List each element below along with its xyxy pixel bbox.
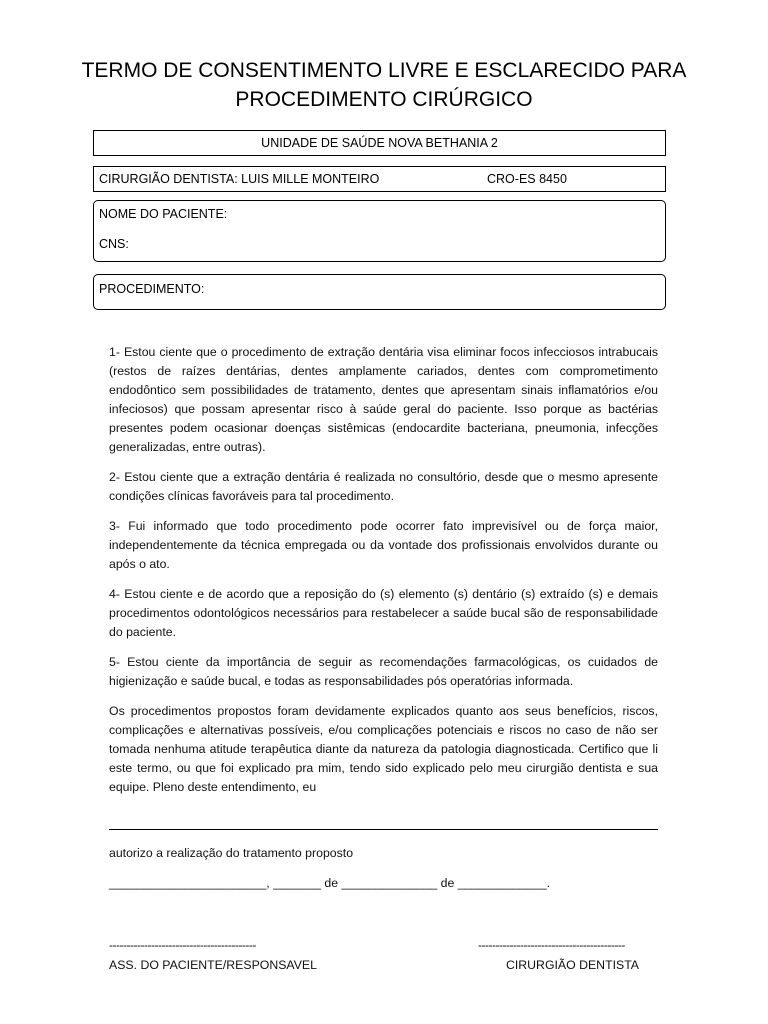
title-line-2: PROCEDIMENTO CIRÚRGICO <box>235 88 533 111</box>
cro-number: CRO-ES 8450 <box>487 172 567 186</box>
paragraph-3: 3- Fui informado que todo procedimento pode ocorrer fato imprevisível ou de força maior, independentemente da técnica empregada ou da vontade dos profissionais envolvidos durante ou após o ato. <box>109 519 658 571</box>
patient-name-label: NOME DO PACIENTE: <box>99 207 228 221</box>
paragraph-final: Os procedimentos propostos foram devidamente explicados quanto aos seus benefícios, riscos, complicações e alternativas possíveis, e/ou complicações potenciais e riscos no caso de não ser tomada nenhuma atitude terapêutica diante da natureza da patologia diagnosticada. Certifico que li este termo, ou que foi explicado pra mim, tendo sido explicado pelo meu cirurgião dentista e sua equipe. Pleno deste entendimento, eu <box>109 704 658 794</box>
procedure-label: PROCEDIMENTO: <box>99 282 205 296</box>
paragraph-4: 4- Estou ciente e de acordo que a reposição do (s) elemento (s) dentário (s) extraído (s) e demais procedimentos odontológicos necessários para restabelecer a saúde bucal são de responsabilidade do paciente. <box>109 587 658 639</box>
patient-box <box>93 200 666 262</box>
patient-signature-label: ASS. DO PACIENTE/RESPONSAVEL <box>109 958 317 972</box>
unit-name: UNIDADE DE SAÚDE NOVA BETHANIA 2 <box>261 136 498 150</box>
title-line-1: TERMO DE CONSENTIMENTO LIVRE E ESCLARECIDO PARA <box>81 59 687 82</box>
consent-body <box>109 343 658 808</box>
cns-label: CNS: <box>99 237 129 251</box>
authorize-text: autorizo a realização do tratamento proposto <box>109 846 354 860</box>
dentist-signature-label: CIRURGIÃO DENTISTA <box>506 958 639 972</box>
date-fill-line: _______________________, _______ de ______________ de _____________. <box>109 876 551 890</box>
document-title <box>0 56 768 114</box>
dentist-signature-line: ------------------------------------------ <box>478 938 625 952</box>
procedure-box <box>93 274 666 310</box>
patient-signature-line: ------------------------------------------ <box>109 938 256 952</box>
unit-box <box>93 130 666 156</box>
paragraph-1: 1- Estou ciente que o procedimento de extração dentária visa eliminar focos infecciosos intrabucais (restos de raízes dentárias, dentes amplamente cariados, dentes com comprometimento endodôntico sem possibilidades de tratamento, dentes que apresentam sinais inflamatórios e/ou infeciosos) que possam apresentar risco à saúde geral do paciente. Isso porque as bactérias presentes podem ocasionar doenças sistêmicas (endocardite bacteriana, pneumonia, infecções generalizadas, entre outras). <box>109 345 658 454</box>
paragraph-2: 2- Estou ciente que a extração dentária é realizada no consultório, desde que o mesmo apresente condições clínicas favoráveis para tal procedimento. <box>109 470 658 503</box>
dentist-name: CIRURGIÃO DENTISTA: LUIS MILLE MONTEIRO <box>99 172 380 186</box>
paragraph-5: 5- Estou ciente da importância de seguir as recomendações farmacológicas, os cuidados de higienização e saúde bucal, e todas as responsabilidades pós operatórias informada. <box>109 655 658 688</box>
dentist-box <box>93 166 666 192</box>
name-fill-line <box>109 829 658 830</box>
